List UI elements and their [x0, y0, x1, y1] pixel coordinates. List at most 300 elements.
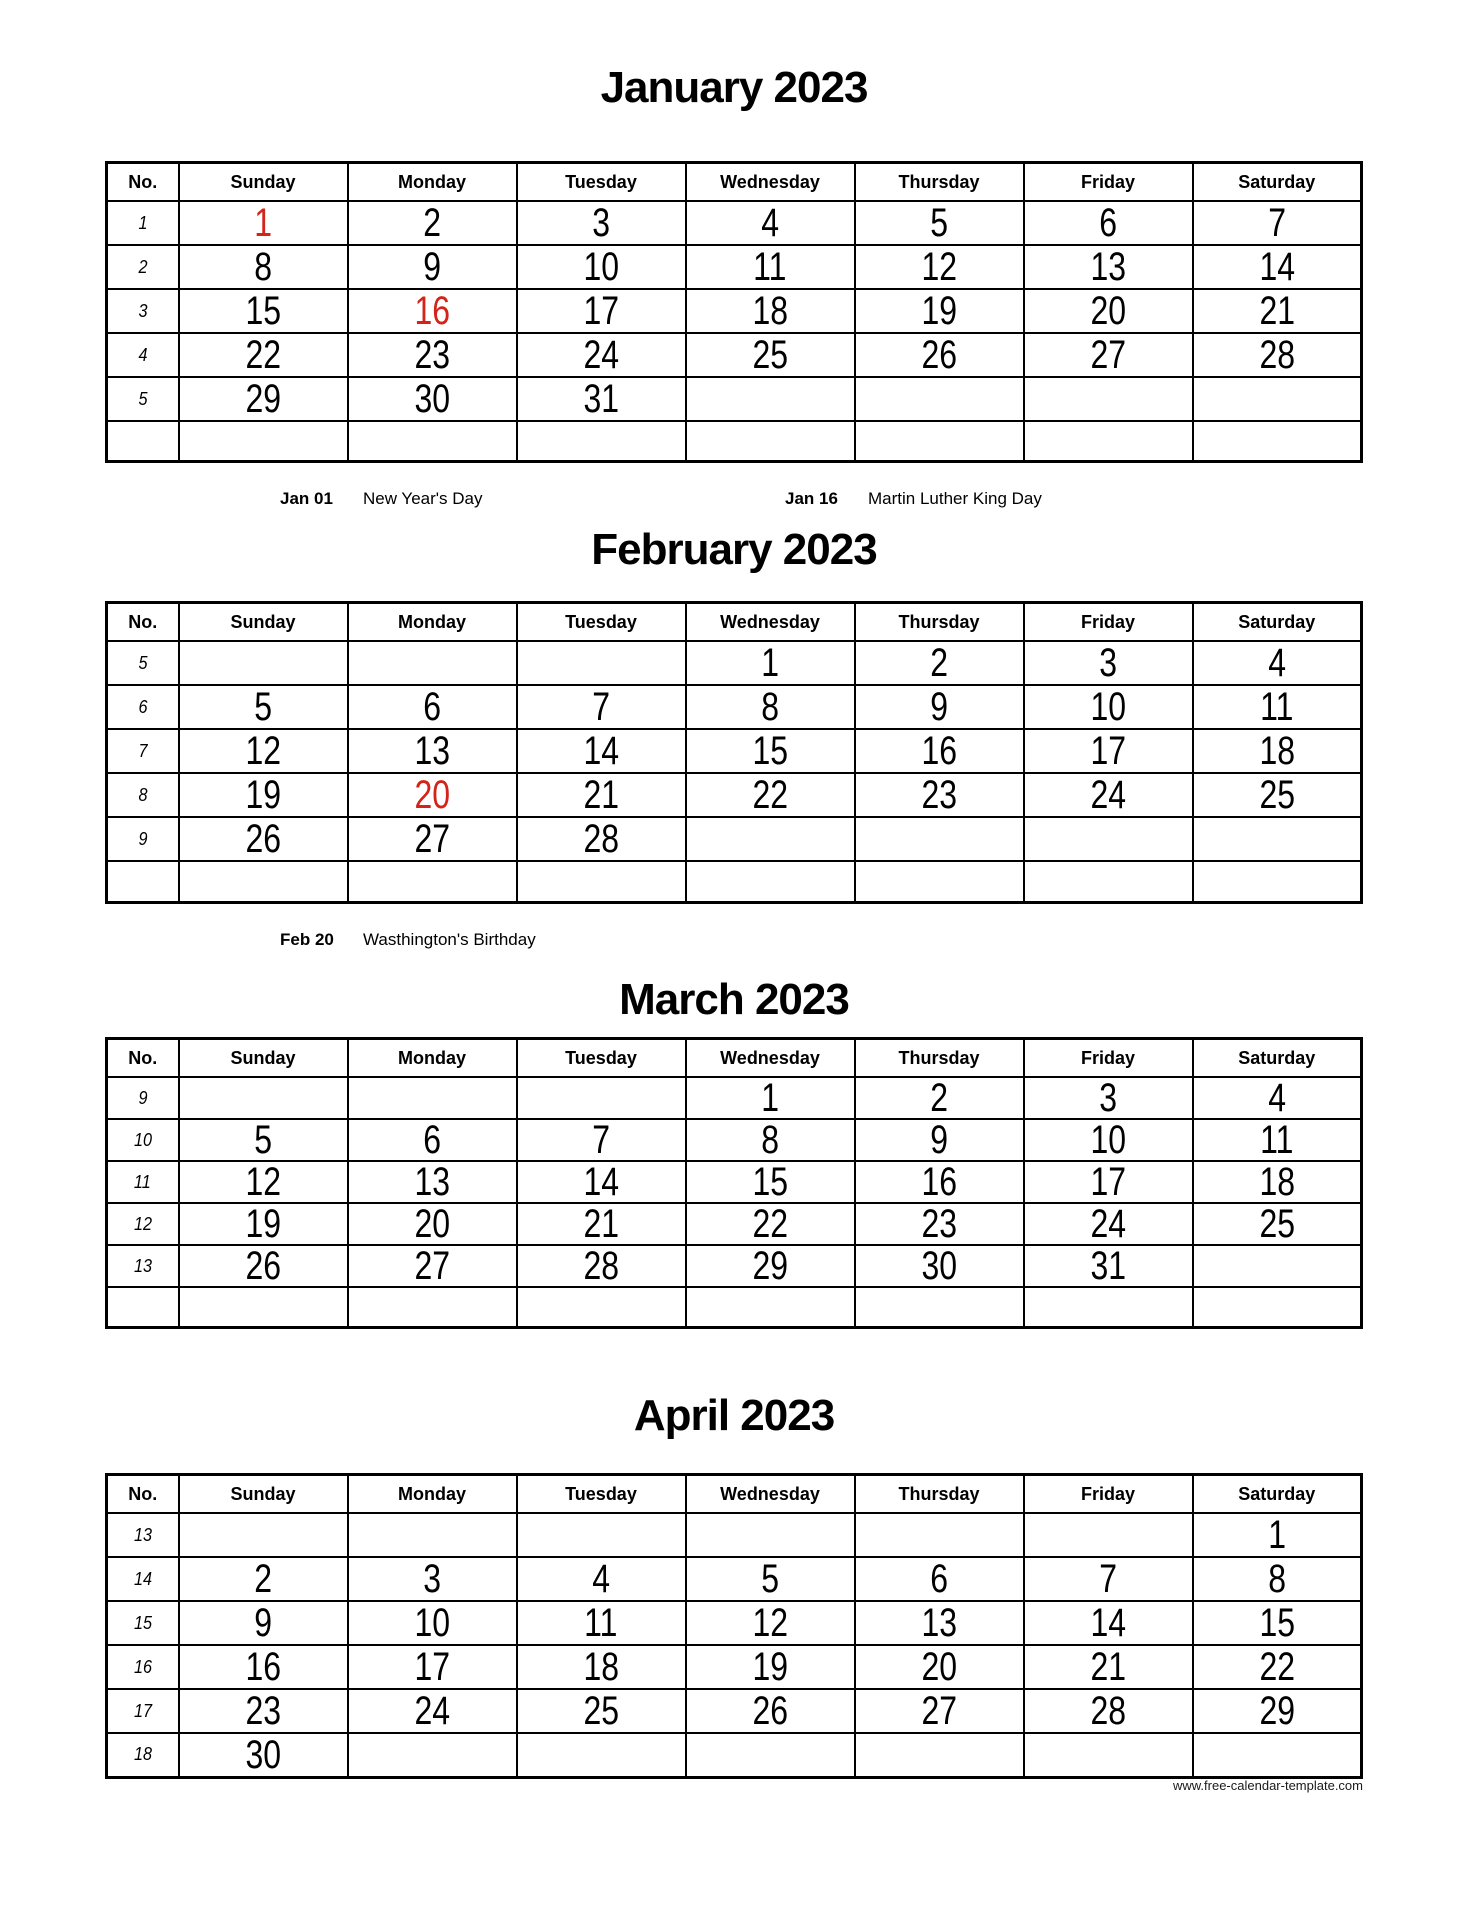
week-number-cell: 18: [107, 1733, 179, 1777]
week-row: [107, 1077, 1362, 1119]
day-number: 28: [583, 1245, 619, 1287]
day-cell: [179, 201, 348, 245]
day-cell: [179, 685, 348, 729]
day-cell: [686, 861, 855, 902]
day-cell: [1193, 201, 1362, 245]
holiday-date-label: Jan 16: [785, 489, 838, 508]
day-cell: [686, 1601, 855, 1645]
week-row: [107, 1245, 1362, 1287]
day-number: 10: [1090, 685, 1126, 729]
day-number: 7: [592, 685, 610, 729]
day-cell: [1024, 1601, 1193, 1645]
day-number: 13: [414, 729, 450, 773]
day-number: 24: [414, 1689, 450, 1733]
day-cell: [517, 1689, 686, 1733]
day-cell: [348, 1119, 517, 1161]
week-number-cell: 8: [107, 773, 179, 817]
day-cell: [1193, 1645, 1362, 1689]
day-number: 1: [1267, 1513, 1286, 1557]
day-cell: [179, 289, 348, 333]
day-number: 27: [921, 1689, 957, 1733]
day-cell: [855, 1601, 1024, 1645]
day-cell: [855, 201, 1024, 245]
day-header-row: [107, 1475, 1362, 1514]
day-cell: [1193, 1601, 1362, 1645]
footer-url[interactable]: www.free-calendar-template.com: [1172, 1778, 1363, 1793]
day-cell: [1193, 1119, 1362, 1161]
day-number: 4: [1267, 1077, 1286, 1119]
day-number: 2: [423, 201, 441, 245]
day-header-cell: Saturday: [1193, 1475, 1362, 1514]
day-cell: [1193, 641, 1362, 685]
week-row: [107, 1689, 1362, 1733]
holiday-day-number: 20: [414, 773, 450, 817]
month-table-body: [107, 1513, 1362, 1777]
week-row: [107, 1733, 1362, 1777]
holiday-note: [280, 488, 482, 510]
day-number: 14: [583, 1161, 619, 1203]
week-row: [107, 333, 1362, 377]
day-header-cell: Friday: [1024, 1475, 1193, 1514]
month-table: [105, 1473, 1363, 1779]
day-cell: [1024, 1689, 1193, 1733]
month-table-head: [107, 1475, 1362, 1514]
day-number: 4: [1267, 641, 1286, 685]
day-number: 9: [423, 245, 441, 289]
week-row: [107, 729, 1362, 773]
week-number-cell: 16: [107, 1645, 179, 1689]
day-number: 7: [1267, 201, 1286, 245]
holiday-date-label: Jan 01: [280, 489, 333, 508]
day-number: 11: [1260, 1119, 1294, 1161]
day-number: 4: [592, 1557, 610, 1601]
month-table-body: [107, 1077, 1362, 1327]
day-cell: [179, 1645, 348, 1689]
day-cell: [855, 861, 1024, 902]
day-number: 14: [1258, 245, 1295, 289]
week-no-header: No.: [107, 163, 179, 202]
day-cell: [517, 1513, 686, 1557]
day-cell: [179, 817, 348, 861]
day-number: 5: [761, 1557, 779, 1601]
day-cell: [179, 421, 348, 461]
day-number: 8: [254, 245, 272, 289]
week-number-cell: 9: [107, 817, 179, 861]
day-cell: [348, 773, 517, 817]
day-cell: [686, 1513, 855, 1557]
day-number: 18: [1258, 1161, 1295, 1203]
day-number: 20: [921, 1645, 957, 1689]
day-cell: [348, 1287, 517, 1327]
day-cell: [348, 861, 517, 902]
day-cell: [1024, 641, 1193, 685]
day-number: 12: [752, 1601, 788, 1645]
day-number: 31: [583, 377, 619, 421]
day-cell: [179, 1513, 348, 1557]
day-cell: [686, 773, 855, 817]
day-cell: [348, 333, 517, 377]
day-cell: [855, 1203, 1024, 1245]
day-cell: [348, 641, 517, 685]
day-number: 22: [752, 1203, 788, 1245]
day-number: 25: [583, 1689, 619, 1733]
day-number: 9: [930, 1119, 948, 1161]
day-number: 18: [1258, 729, 1295, 773]
day-number: 12: [245, 729, 281, 773]
day-cell: [686, 1203, 855, 1245]
day-cell: [348, 245, 517, 289]
day-cell: [855, 421, 1024, 461]
day-number: 22: [752, 773, 788, 817]
day-number: 26: [921, 333, 957, 377]
day-number: 24: [1090, 773, 1126, 817]
day-cell: [1193, 773, 1362, 817]
week-number-cell: 11: [107, 1161, 179, 1203]
day-cell: [855, 641, 1024, 685]
day-cell: [179, 1601, 348, 1645]
empty-row: [107, 1287, 1362, 1327]
day-cell: [1193, 685, 1362, 729]
day-number: 18: [583, 1645, 619, 1689]
day-number: 30: [921, 1245, 957, 1287]
day-cell: [348, 421, 517, 461]
day-number: 7: [592, 1119, 610, 1161]
day-number: 21: [583, 773, 619, 817]
week-row: [107, 685, 1362, 729]
day-cell: [855, 1557, 1024, 1601]
holiday-name: Wasthington's Birthday: [363, 930, 536, 949]
day-number: 17: [414, 1645, 450, 1689]
month-table-body: [107, 641, 1362, 902]
day-header-cell: Saturday: [1193, 603, 1362, 642]
week-row: [107, 377, 1362, 421]
day-cell: [1024, 729, 1193, 773]
week-number-cell: 5: [107, 377, 179, 421]
day-number: 26: [245, 817, 281, 861]
day-cell: [1024, 1557, 1193, 1601]
month-table-head: [107, 1039, 1362, 1078]
week-row: [107, 1119, 1362, 1161]
day-cell: [1193, 729, 1362, 773]
day-cell: [1193, 1557, 1362, 1601]
day-header-cell: Sunday: [179, 1039, 348, 1078]
day-number: 30: [414, 377, 450, 421]
day-number: 3: [1099, 641, 1117, 685]
day-number: 31: [1090, 1245, 1126, 1287]
day-number: 20: [414, 1203, 450, 1245]
holiday-day-number: 16: [414, 289, 450, 333]
month-table-body: [107, 201, 1362, 461]
month-table: [105, 161, 1363, 463]
day-number: 10: [414, 1601, 450, 1645]
day-header-cell: Monday: [348, 1039, 517, 1078]
day-cell: [1024, 1645, 1193, 1689]
day-cell: [348, 1689, 517, 1733]
day-number: 25: [1258, 773, 1295, 817]
day-cell: [686, 421, 855, 461]
day-number: 29: [1258, 1689, 1295, 1733]
day-number: 1: [761, 641, 779, 685]
day-cell: [686, 1119, 855, 1161]
day-cell: [686, 1245, 855, 1287]
day-cell: [855, 729, 1024, 773]
day-cell: [1024, 1733, 1193, 1777]
day-cell: [348, 1557, 517, 1601]
day-number: 11: [1260, 685, 1294, 729]
day-number: 8: [761, 685, 779, 729]
day-cell: [1024, 1513, 1193, 1557]
day-cell: [517, 1245, 686, 1287]
day-cell: [686, 201, 855, 245]
day-cell: [686, 817, 855, 861]
week-row: [107, 1557, 1362, 1601]
day-cell: [517, 641, 686, 685]
day-header-cell: Saturday: [1193, 163, 1362, 202]
day-number: 8: [1267, 1557, 1286, 1601]
holiday-note: [785, 488, 1042, 510]
holiday-note: [280, 929, 536, 951]
day-number: 6: [1099, 201, 1117, 245]
week-row: [107, 773, 1362, 817]
week-no-header: No.: [107, 1475, 179, 1514]
day-cell: [686, 1689, 855, 1733]
day-number: 12: [921, 245, 957, 289]
day-cell: [855, 1733, 1024, 1777]
week-number-cell: 12: [107, 1203, 179, 1245]
day-number: 5: [254, 1119, 272, 1161]
week-no-header: No.: [107, 603, 179, 642]
day-number: 27: [414, 817, 450, 861]
day-cell: [348, 1161, 517, 1203]
week-number-cell: 1: [107, 201, 179, 245]
day-number: 2: [930, 1077, 948, 1119]
day-cell: [179, 773, 348, 817]
day-cell: [517, 1119, 686, 1161]
day-cell: [517, 333, 686, 377]
day-number: 1: [761, 1077, 779, 1119]
day-cell: [1193, 1513, 1362, 1557]
day-cell: [348, 377, 517, 421]
day-cell: [348, 289, 517, 333]
day-cell: [686, 377, 855, 421]
day-number: 16: [921, 1161, 957, 1203]
day-cell: [1024, 773, 1193, 817]
day-cell: [179, 1287, 348, 1327]
day-number: 14: [583, 729, 619, 773]
day-cell: [1193, 1161, 1362, 1203]
day-header-row: [107, 603, 1362, 642]
day-header-cell: Wednesday: [686, 163, 855, 202]
day-cell: [517, 201, 686, 245]
week-number-cell: 7: [107, 729, 179, 773]
day-number: 22: [245, 333, 281, 377]
holiday-notes-line: [105, 929, 1363, 951]
day-cell: [179, 1245, 348, 1287]
day-cell: [855, 1513, 1024, 1557]
day-header-cell: Thursday: [855, 603, 1024, 642]
day-cell: [1024, 201, 1193, 245]
day-cell: [1193, 1287, 1362, 1327]
holiday-name: Martin Luther King Day: [868, 489, 1042, 508]
week-row: [107, 1645, 1362, 1689]
day-cell: [855, 1077, 1024, 1119]
empty-row: [107, 421, 1362, 461]
day-number: 16: [921, 729, 957, 773]
day-cell: [686, 729, 855, 773]
day-cell: [686, 1161, 855, 1203]
holiday-name: New Year's Day: [363, 489, 483, 508]
day-cell: [348, 1601, 517, 1645]
day-number: 9: [930, 685, 948, 729]
day-number: 19: [921, 289, 957, 333]
day-header-cell: Sunday: [179, 1475, 348, 1514]
day-cell: [179, 861, 348, 902]
day-cell: [179, 1077, 348, 1119]
day-number: 23: [245, 1689, 281, 1733]
day-number: 17: [583, 289, 619, 333]
day-header-cell: Monday: [348, 163, 517, 202]
week-row: [107, 641, 1362, 685]
day-cell: [686, 1557, 855, 1601]
day-cell: [517, 685, 686, 729]
day-number: 23: [414, 333, 450, 377]
day-cell: [1024, 861, 1193, 902]
day-number: 19: [752, 1645, 788, 1689]
day-cell: [517, 1557, 686, 1601]
day-number: 5: [930, 201, 948, 245]
day-cell: [1193, 1689, 1362, 1733]
day-number: 27: [414, 1245, 450, 1287]
day-number: 24: [583, 333, 619, 377]
day-number: 20: [1090, 289, 1126, 333]
week-row: [107, 245, 1362, 289]
day-cell: [855, 245, 1024, 289]
day-number: 15: [1258, 1601, 1295, 1645]
day-header-cell: Thursday: [855, 1039, 1024, 1078]
day-cell: [1193, 817, 1362, 861]
week-row: [107, 201, 1362, 245]
day-header-cell: Thursday: [855, 1475, 1024, 1514]
day-cell: [517, 1203, 686, 1245]
day-number: 29: [752, 1245, 788, 1287]
day-cell: [855, 333, 1024, 377]
day-cell: [1024, 1287, 1193, 1327]
day-header-cell: Wednesday: [686, 1039, 855, 1078]
day-number: 21: [1258, 289, 1295, 333]
day-header-cell: Tuesday: [517, 603, 686, 642]
day-cell: [517, 245, 686, 289]
day-header-cell: Tuesday: [517, 163, 686, 202]
week-number-cell: 14: [107, 1557, 179, 1601]
holiday-date-label: Feb 20: [280, 930, 334, 949]
week-row: [107, 1161, 1362, 1203]
day-cell: [1193, 333, 1362, 377]
day-cell: [855, 1287, 1024, 1327]
week-number-cell: 13: [107, 1245, 179, 1287]
day-number: 18: [752, 289, 788, 333]
day-cell: [1024, 377, 1193, 421]
month-table: [105, 1037, 1363, 1329]
week-row: [107, 1601, 1362, 1645]
day-number: 9: [254, 1601, 272, 1645]
day-cell: [179, 1119, 348, 1161]
day-header-cell: Thursday: [855, 163, 1024, 202]
week-number-cell: 10: [107, 1119, 179, 1161]
week-number-cell: 2: [107, 245, 179, 289]
week-number-cell: 13: [107, 1513, 179, 1557]
day-header-row: [107, 163, 1362, 202]
day-cell: [179, 1161, 348, 1203]
day-cell: [1024, 333, 1193, 377]
day-number: 2: [254, 1557, 272, 1601]
day-cell: [1024, 1203, 1193, 1245]
day-cell: [855, 685, 1024, 729]
day-number: 17: [1090, 1161, 1126, 1203]
day-number: 22: [1258, 1645, 1295, 1689]
day-number: 25: [1258, 1203, 1295, 1245]
day-number: 12: [245, 1161, 281, 1203]
day-header-cell: Sunday: [179, 603, 348, 642]
week-row: [107, 817, 1362, 861]
week-row: [107, 1513, 1362, 1557]
week-number-cell: 4: [107, 333, 179, 377]
day-number: 19: [245, 773, 281, 817]
day-number: 10: [583, 245, 619, 289]
day-cell: [1193, 1203, 1362, 1245]
day-cell: [855, 1245, 1024, 1287]
month-title: March 2023: [619, 975, 849, 1024]
day-cell: [348, 729, 517, 773]
day-cell: [686, 333, 855, 377]
day-number: 13: [414, 1161, 450, 1203]
day-cell: [348, 201, 517, 245]
day-number: 2: [930, 641, 948, 685]
day-cell: [179, 1689, 348, 1733]
day-cell: [1193, 421, 1362, 461]
empty-row: [107, 861, 1362, 902]
day-cell: [179, 333, 348, 377]
day-cell: [855, 289, 1024, 333]
day-cell: [1024, 1119, 1193, 1161]
day-header-cell: Tuesday: [517, 1475, 686, 1514]
holiday-day-number: 1: [254, 201, 272, 245]
day-number: 29: [245, 377, 281, 421]
day-cell: [517, 1733, 686, 1777]
day-cell: [517, 773, 686, 817]
day-number: 23: [921, 1203, 957, 1245]
day-number: 3: [1099, 1077, 1117, 1119]
day-cell: [348, 1245, 517, 1287]
day-number: 28: [1258, 333, 1295, 377]
day-cell: [855, 773, 1024, 817]
day-number: 27: [1090, 333, 1126, 377]
day-number: 25: [752, 333, 788, 377]
day-cell: [855, 377, 1024, 421]
day-cell: [855, 1161, 1024, 1203]
week-number-cell: [107, 861, 179, 902]
week-no-header: No.: [107, 1039, 179, 1078]
day-number: 19: [245, 1203, 281, 1245]
day-cell: [348, 817, 517, 861]
day-cell: [1193, 861, 1362, 902]
day-cell: [348, 1645, 517, 1689]
day-header-cell: Friday: [1024, 1039, 1193, 1078]
day-cell: [517, 289, 686, 333]
week-number-cell: 5: [107, 641, 179, 685]
day-header-cell: Wednesday: [686, 1475, 855, 1514]
day-cell: [1024, 1245, 1193, 1287]
day-number: 28: [583, 817, 619, 861]
